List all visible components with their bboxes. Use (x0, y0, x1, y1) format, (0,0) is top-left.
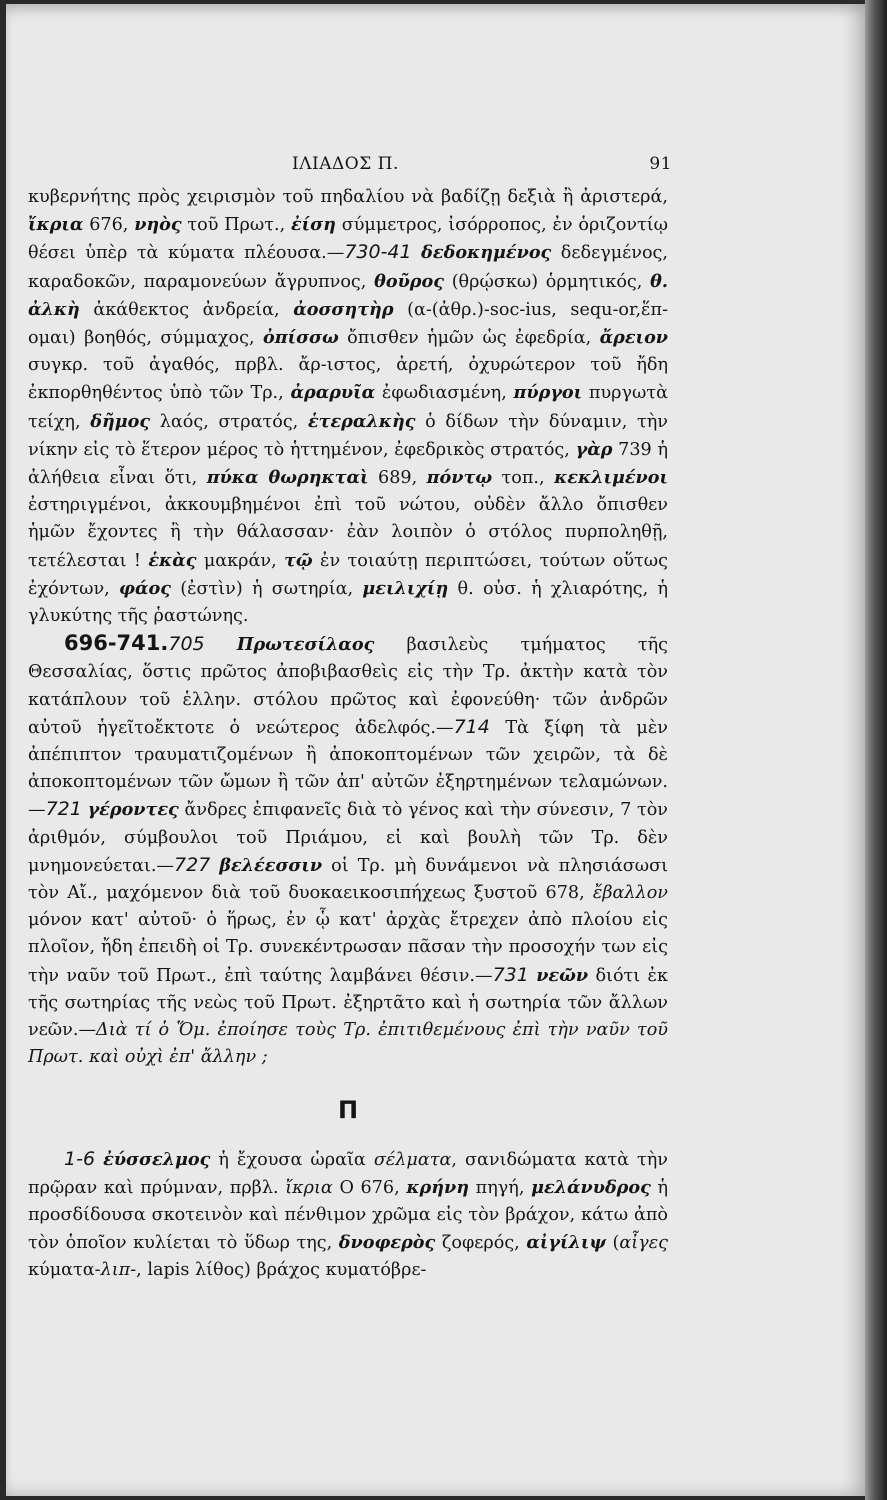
lemma: φάος (119, 577, 171, 599)
text-block (28, 154, 672, 1285)
text-run: Τὰ ξίφη τὰ μὲν ἀπέπιπτον τραυματιζομένων ἢ ἀποκοπτομένων τῶν χειρῶν, τὰ δὲ ἀποκοπτομένων τῶν ὤμων ἢ τῶν ἀπ' αὐτῶν ἐξηρτημένων τελαμώνων.— (28, 717, 668, 821)
lemma: ἄρειον (599, 327, 669, 349)
lemma: γὰρ (575, 438, 613, 460)
section-heading: Π (337, 1095, 359, 1124)
running-header (28, 154, 672, 184)
text-run: 739 ἡ ἀλήθεια εἶναι ὅτι, (28, 439, 669, 489)
text-run: Ο 676, (332, 1177, 407, 1198)
lemma: πύκα θωρηκταὶ (206, 467, 369, 489)
text-run: ἐν τοιαύτῃ περιπτώσει, τούτων οὕτως ἐχόντων, (28, 550, 668, 599)
text-run: βασιλεὺς τμήματος τῆς Θεσσαλίας, ὅστις πρῶτος ἀποβιβασθεὶς εἰς τὴν Τρ. ἀκτὴν κατὰ τὸν κατάπλουν τοῦ ἑλλην. στόλου πρῶτος καὶ ἐφονεύθη· τῶν ἀνδρῶν αὐτοῦ ἡγεῖτοἔκτοτε ὁ νεώτερος ἀδελφός.— (28, 635, 669, 738)
text-run: ἐφωδιασμένη, (375, 383, 514, 404)
text-run: ὁ δίδων τὴν δύναμιν, τὴν νίκην εἰς τὸ ἕτερον μέρος τὸ ἡττημένον, ἐφεδρικὸς στρατός, (28, 411, 668, 460)
lemma: δῆμος (90, 410, 151, 432)
line-reference: 714 (453, 715, 490, 738)
page-edge-shadow (865, 0, 887, 1500)
quoted-word: λιπ- (100, 1260, 137, 1281)
text-run: ( (605, 1233, 620, 1254)
running-title: ΙΛΙΑΔΟΣ Π. (292, 154, 399, 174)
lemma: ἀραρυῖα (290, 382, 376, 404)
text-run: δεδεγμένος, καραδοκῶν, παραμονεύων ἄγρυπνος, (28, 243, 669, 292)
text-run: 689, (368, 468, 427, 489)
lemma: γέροντες (87, 799, 179, 821)
text-run: , lapis λίθος) βράχος κυματόβρε- (136, 1260, 427, 1281)
quoted-word: ἴκρια (285, 1177, 333, 1198)
text-run: συγκρ. τοῦ ἀγαθός, πρβλ. ἄρ-ιστος, ἀρετή, ὀχυρώτερον τοῦ ἤδη ἐκπορθηθέντος ὑπὸ τῶν Τρ., (28, 355, 668, 404)
text-run: (α-(ἀθρ.)-soc-ius, sequ-or,ἕπ-ομαι) βοηθός, σύμμαχος, (28, 299, 669, 349)
text-run: κύματα- (28, 1260, 101, 1281)
text-run: λαός, στρατός, (150, 411, 308, 432)
book-page (6, 4, 868, 1496)
study-question: Διὰ τί ὁ Ὅμ. ἐποίησε τοὺς Τρ. ἐπιτιθεμένους ἐπὶ τὴν ναῦν τοῦ Πρωτ. καὶ οὐχὶ ἐπ' ἄλλην ; (28, 1020, 668, 1068)
lemma: νηὸς (134, 214, 182, 236)
lemma: νεῶν (536, 964, 589, 986)
line-reference: 1-6 (64, 1147, 96, 1170)
text-run: , σανιδώματα κατὰ τὴν πρῷραν καὶ πρύμναν, πρβλ. (28, 1149, 668, 1198)
lemma: μειλιχίῃ (362, 577, 449, 599)
lemma: κεκλιμένοι (554, 467, 669, 489)
text-run: κυβερνήτης πρὸς χειρισμὸν τοῦ πηδαλίου νὰ βαδίζῃ δεξιὰ ἢ ἀριστερά, (28, 187, 668, 207)
quoted-word: ἔβαλλον (592, 883, 668, 904)
lemma: Πρωτεσίλαος (236, 634, 375, 656)
text-run: ἡ προσδίδουσα σκοτεινὸν καὶ πένθιμον χρῶμα εἰς τὸν βράχον, κάτω ἀπὸ τὸν ὁποῖον κυλίεται τὸ ὕδωρ της, (28, 1177, 669, 1254)
text-run: 676, (83, 215, 135, 236)
lemma: ἐύσσελμος (103, 1148, 211, 1170)
commentary-paragraph-1 (28, 184, 668, 630)
text-run (95, 1150, 103, 1170)
line-reference: 727 (174, 853, 211, 876)
lemma: δνοφερὸς (338, 1232, 436, 1254)
text-run: ἀκάθεκτος ἀνδρεία, (79, 299, 294, 320)
lemma: κρήνη (406, 1176, 470, 1198)
commentary-paragraph-3 (28, 1146, 668, 1285)
lemma: ἑκὰς (148, 549, 197, 571)
line-range: 696-741. (64, 631, 169, 656)
text-run: ἡ ἔχουσα ὡραῖα (210, 1149, 374, 1170)
text-run (205, 635, 237, 655)
lemma: μελάνυδρος (531, 1176, 651, 1198)
line-reference: 705 (168, 633, 205, 656)
text-run: πυργωτὰ τείχη, (28, 383, 668, 432)
text-run: (θρῴσκω) ὁρμητικός, (443, 271, 651, 292)
page-number: 91 (649, 154, 672, 174)
text-run: οἱ Τρ. μὴ δυνάμενοι νὰ πλησιάσωσι τὸν Αἴ., μαχόμενον διὰ τοῦ δυοκαεικοσιπήχεως ξυστοῦ 678, (28, 855, 668, 904)
lemma: αἰγίλιψ (526, 1232, 606, 1254)
lemma: ὀπίσσω (262, 327, 339, 349)
text-run: ἄνδρες ἐπιφανεῖς διὰ τὸ γένος καὶ τὴν σύνεσιν, 7 τὸν ἀριθμόν, σύμβουλοι τοῦ Πριάμου, εἰ καὶ βουλὴ τῶν Τρ. δὲν μνημονεύεται.— (28, 800, 668, 876)
lemma: ἴκρια (28, 214, 84, 236)
text-run: σύμμετρος, ἰσόρροπος, ἐν ὁριζοντίῳ θέσει ὑπὲρ τὰ κύματα πλέουσα.— (28, 215, 669, 264)
text-run: ἐστηριγμένοι, ἀκκουμβημένοι ἐπὶ τοῦ νώτου, οὐδὲν ἄλλο ὄπισθεν ἡμῶν ἔχοντες ἢ τὴν θάλασσαν· ἐὰν λοιπὸν ὁ στόλος πυρποληθῇ, τετέλεσται ! (28, 495, 668, 571)
lemma: πύργοι (513, 382, 583, 404)
quoted-word: αἶγες (619, 1233, 668, 1254)
text-run: μόνον κατ' αὐτοῦ· ὁ ἥρως, ἐν ᾧ κατ' ἀρχὰς ἔτρεχεν ἀπὸ πλοίου εἰς πλοῖον, ἤδη ἐπειδὴ οἱ Τρ. συνεκέντρωσαν πᾶσαν τὴν προσοχήν των εἰς τὴν ναῦν τοῦ Πρωτ., ἐπὶ ταύτης λαμβάνει θέσιν.— (28, 910, 668, 986)
quoted-word: σέλματα (373, 1149, 452, 1170)
text-run: τοπ., (492, 468, 555, 489)
text-run (210, 856, 219, 876)
lemma: πόντῳ (426, 467, 493, 489)
lemma: θοῦρος (374, 270, 444, 292)
line-reference: 721 (45, 798, 82, 821)
lemma: ἑτεραλκὴς (307, 410, 416, 432)
line-reference: 730-41 (344, 241, 412, 264)
text-run (412, 243, 422, 263)
text-run: (ἐστὶν) ἡ σωτηρία, (170, 578, 363, 599)
text-run: τοῦ Πρωτ., (181, 215, 291, 236)
text-run: μακράν, (196, 550, 285, 571)
line-reference: 731 (492, 963, 529, 986)
text-run: θ. οὐσ. ἡ χλιαρότης, ἡ γλυκύτης τῆς ῥαστώνης. (28, 578, 668, 627)
lemma: ἀοσσητὴρ (293, 298, 394, 320)
text-run: ὄπισθεν ἡμῶν ὡς ἐφεδρία, (338, 328, 600, 349)
text-run: ζοφερός, (435, 1233, 527, 1254)
lemma: τῷ (284, 549, 313, 571)
lemma: ἐίση (290, 214, 336, 236)
text-run: διότι ἐκ τῆς σωτηρίας τῆς νεὼς τοῦ Πρωτ. ἐξηρτᾶτο καὶ ἡ σωτηρία τῶν ἄλλων νεῶν.— (28, 965, 668, 1041)
lemma: βελέεσσιν (219, 854, 323, 876)
lemma: δεδοκημένος (421, 242, 552, 264)
text-run: πηγή, (469, 1177, 532, 1198)
commentary-paragraph-2 (28, 630, 668, 1071)
lemma: θ. ἀλκὴ (28, 270, 668, 320)
